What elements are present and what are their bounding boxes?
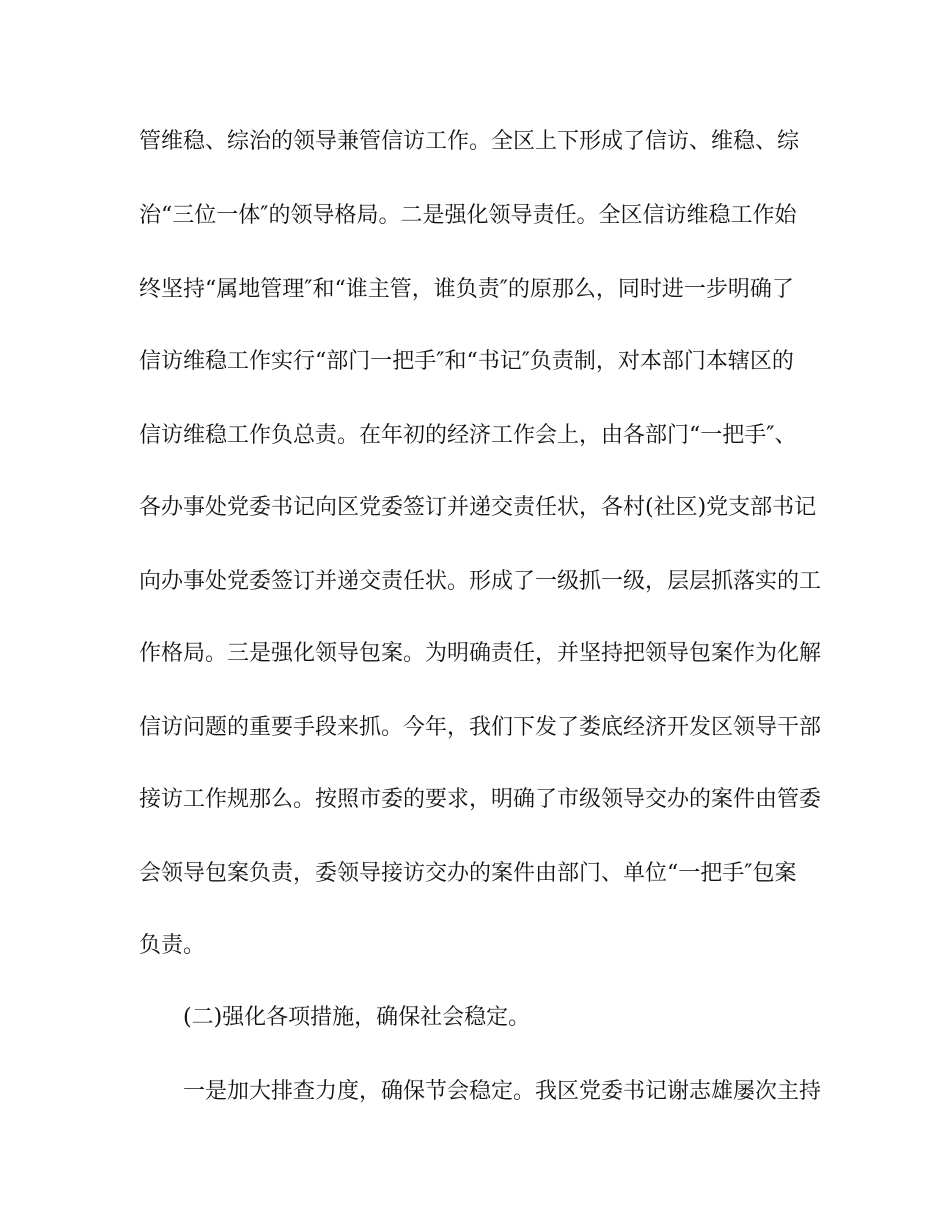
paragraph-line: 终坚持“属地管理″和“谁主管，谁负责″的原那么，同时进一步明确了 — [139, 277, 794, 302]
paragraph-line: 信访维稳工作负总责。在年初的经济工作会上，由各部门“一把手″、 — [139, 423, 797, 448]
paragraph-line: 信访维稳工作实行“部门一把手″和“书记″负责制，对本部门本辖区的 — [139, 349, 794, 374]
paragraph-line: 一是加大排查力度，确保节会稳定。我区党委书记谢志雄屡次主持 — [183, 1079, 822, 1104]
section-heading: (二)强化各项措施，确保社会稳定。 — [183, 1005, 531, 1030]
paragraph-line: 管维稳、综治的领导兼管信访工作。全区上下形成了信访、维稳、综 — [139, 129, 800, 154]
paragraph-line: 信访问题的重要手段来抓。今年，我们下发了娄底经济开发区领导干部 — [139, 715, 822, 740]
paragraph-line: 各办事处党委书记向区党委签订并递交责任状，各村(社区)党支部书记 — [139, 495, 817, 520]
paragraph-line: 负责。 — [139, 933, 206, 958]
paragraph-line: 会领导包案负责，委领导接访交办的案件由部门、单位“一把手″包案 — [139, 861, 797, 886]
paragraph-line: 作格局。三是强化领导包案。为明确责任，并坚持把领导包案作为化解 — [139, 641, 822, 666]
paragraph-line: 接访工作规那么。按照市委的要求，明确了市级领导交办的案件由管委 — [139, 787, 822, 812]
paragraph-line: 治“三位一体″的领导格局。二是强化领导责任。全区信访维稳工作始 — [139, 203, 797, 228]
paragraph-line: 向办事处党委签订并递交责任状。形成了一级抓一级，层层抓落实的工 — [139, 569, 822, 594]
